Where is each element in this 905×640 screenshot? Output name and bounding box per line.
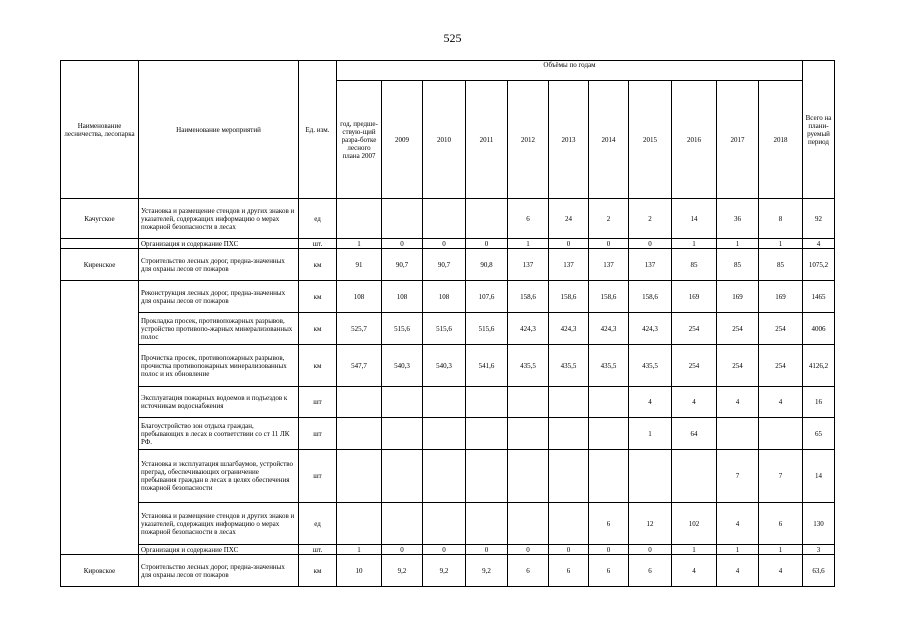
value-cell: 85 (717, 249, 759, 281)
value-cell: 102 (672, 503, 717, 545)
total-cell: 3 (803, 545, 835, 555)
value-cell: 1 (672, 239, 717, 249)
measure-name: Установка и эксплуатация шлагбаумов, устройство преград, обеспечивающих ограничение пребывания граждан в лесах в целях обеспечения пожарной безопасности (139, 450, 299, 503)
value-cell (423, 199, 466, 239)
value-cell: 9,2 (466, 555, 508, 587)
table-row (61, 199, 835, 239)
value-cell: 4 (759, 555, 803, 587)
value-cell: 4 (717, 387, 759, 418)
header-forestry: Наименование лесничества, лесопарка (61, 61, 139, 199)
total-cell: 130 (803, 503, 835, 545)
unit-cell: шт (299, 387, 337, 418)
value-cell (549, 503, 589, 545)
value-cell (508, 503, 549, 545)
value-cell: 1 (759, 239, 803, 249)
value-cell: 158,6 (589, 281, 629, 313)
header-year-2015: 2015 (629, 81, 672, 199)
value-cell: 6 (508, 555, 549, 587)
value-cell: 0 (629, 545, 672, 555)
value-cell: 515,6 (423, 313, 466, 345)
total-cell: 4 (803, 239, 835, 249)
value-cell: 547,7 (337, 345, 382, 387)
value-cell: 1 (337, 545, 382, 555)
unit-cell: шт (299, 450, 337, 503)
table-row (61, 555, 835, 587)
table-row (61, 249, 835, 281)
value-cell (629, 450, 672, 503)
unit-cell: шт. (299, 545, 337, 555)
value-cell: 7 (759, 450, 803, 503)
unit-cell: км (299, 313, 337, 345)
table-row (61, 313, 835, 345)
value-cell: 8 (759, 199, 803, 239)
value-cell: 515,6 (466, 313, 508, 345)
total-cell: 4006 (803, 313, 835, 345)
value-cell: 2 (589, 199, 629, 239)
value-cell: 85 (759, 249, 803, 281)
value-cell: 9,2 (423, 555, 466, 587)
value-cell (423, 418, 466, 450)
value-cell: 0 (629, 239, 672, 249)
unit-cell: км (299, 249, 337, 281)
measure-name: Прокладка просек, противопожарных разрывов, устройство противопо-жарных минерализованных полос (139, 313, 299, 345)
forestry-name (61, 313, 139, 345)
value-cell: 14 (672, 199, 717, 239)
value-cell (466, 450, 508, 503)
value-cell: 0 (423, 545, 466, 555)
table-row (61, 545, 835, 555)
value-cell: 10 (337, 555, 382, 587)
value-cell: 108 (337, 281, 382, 313)
value-cell: 85 (672, 249, 717, 281)
total-cell: 16 (803, 387, 835, 418)
value-cell: 515,6 (382, 313, 423, 345)
value-cell: 254 (672, 345, 717, 387)
unit-cell: км (299, 555, 337, 587)
value-cell: 0 (508, 545, 549, 555)
value-cell: 107,6 (466, 281, 508, 313)
value-cell (466, 418, 508, 450)
unit-cell: шт (299, 418, 337, 450)
value-cell: 90,7 (423, 249, 466, 281)
value-cell: 254 (759, 345, 803, 387)
value-cell: 424,3 (589, 313, 629, 345)
forestry-name (61, 345, 139, 387)
header-total: Всего на плани-руемый период (803, 61, 835, 199)
forestry-name (61, 450, 139, 503)
value-cell: 1 (508, 239, 549, 249)
value-cell (589, 387, 629, 418)
value-cell: 169 (759, 281, 803, 313)
header-year-2017: 2017 (717, 81, 759, 199)
value-cell: 1 (759, 545, 803, 555)
value-cell (337, 503, 382, 545)
value-cell (337, 199, 382, 239)
value-cell: 137 (629, 249, 672, 281)
measure-name: Эксплуатация пожарных водоемов и подъездов к источникам водоснабжения (139, 387, 299, 418)
table-body (61, 199, 835, 587)
value-cell: 0 (466, 545, 508, 555)
forestry-name (61, 239, 139, 249)
header-year-2014: 2014 (589, 81, 629, 199)
value-cell: 254 (717, 313, 759, 345)
value-cell: 435,5 (589, 345, 629, 387)
value-cell: 24 (549, 199, 589, 239)
forestry-name: Киренское (61, 249, 139, 281)
page-number: 525 (443, 31, 462, 45)
value-cell: 108 (423, 281, 466, 313)
header-year-2010: 2010 (423, 81, 466, 199)
value-cell: 137 (589, 249, 629, 281)
value-cell (423, 387, 466, 418)
value-cell: 169 (717, 281, 759, 313)
table-row (61, 345, 835, 387)
value-cell (508, 450, 549, 503)
value-cell: 540,3 (423, 345, 466, 387)
value-cell: 525,7 (337, 313, 382, 345)
value-cell (549, 450, 589, 503)
measure-name: Прочистка просек, противопожарных разрывов, прочистка противопожарных минерализованных полос и их обновление (139, 345, 299, 387)
value-cell: 6 (759, 503, 803, 545)
value-cell (717, 418, 759, 450)
unit-cell: км (299, 281, 337, 313)
header-year-2018: 2018 (759, 81, 803, 199)
value-cell: 4 (717, 503, 759, 545)
header-year-2011: 2011 (466, 81, 508, 199)
measure-name: Организация и содержание ПХС (139, 239, 299, 249)
value-cell: 0 (549, 239, 589, 249)
value-cell: 1 (717, 545, 759, 555)
table-header (61, 61, 835, 199)
fire-measures-table (60, 60, 835, 587)
measure-name: Установка и размещение стендов и других знаков и указателей, содержащих информацию о мерах пожарной безопасности в лесах (139, 503, 299, 545)
header-measure: Наименование мероприятий (139, 61, 299, 199)
value-cell (382, 503, 423, 545)
value-cell: 9,2 (382, 555, 423, 587)
value-cell: 435,5 (629, 345, 672, 387)
value-cell (466, 387, 508, 418)
measure-name: Благоустройство зон отдыха граждан, пребывающих в лесах в соответствии со ст 11 ЛК РФ. (139, 418, 299, 450)
value-cell: 7 (717, 450, 759, 503)
value-cell: 91 (337, 249, 382, 281)
table-row (61, 450, 835, 503)
value-cell (759, 418, 803, 450)
value-cell: 158,6 (629, 281, 672, 313)
value-cell (508, 387, 549, 418)
value-cell: 169 (672, 281, 717, 313)
total-cell: 1465 (803, 281, 835, 313)
total-cell: 65 (803, 418, 835, 450)
value-cell (337, 387, 382, 418)
value-cell: 12 (629, 503, 672, 545)
value-cell: 158,6 (549, 281, 589, 313)
value-cell: 6 (589, 555, 629, 587)
value-cell (508, 418, 549, 450)
header-year-2016: 2016 (672, 81, 717, 199)
header-year-2012: 2012 (508, 81, 549, 199)
table-row (61, 281, 835, 313)
total-cell: 92 (803, 199, 835, 239)
measure-name: Строительство лесных дорог, предна-значенных для охраны лесов от пожаров (139, 249, 299, 281)
value-cell: 424,3 (508, 313, 549, 345)
value-cell: 6 (589, 503, 629, 545)
value-cell (589, 418, 629, 450)
value-cell: 254 (672, 313, 717, 345)
value-cell: 435,5 (549, 345, 589, 387)
value-cell: 540,3 (382, 345, 423, 387)
header-unit: Ед. изм. (299, 61, 337, 199)
value-cell: 90,7 (382, 249, 423, 281)
value-cell: 0 (549, 545, 589, 555)
value-cell: 6 (629, 555, 672, 587)
value-cell: 6 (508, 199, 549, 239)
forestry-name (61, 545, 139, 555)
value-cell: 0 (423, 239, 466, 249)
value-cell: 424,3 (629, 313, 672, 345)
forestry-name (61, 281, 139, 313)
value-cell: 254 (759, 313, 803, 345)
value-cell: 254 (717, 345, 759, 387)
value-cell: 90,8 (466, 249, 508, 281)
value-cell: 0 (589, 239, 629, 249)
unit-cell: ед (299, 199, 337, 239)
value-cell (337, 418, 382, 450)
value-cell: 6 (549, 555, 589, 587)
table-row (61, 418, 835, 450)
value-cell: 36 (717, 199, 759, 239)
value-cell (423, 503, 466, 545)
value-cell: 4 (717, 555, 759, 587)
header-year-2013: 2013 (549, 81, 589, 199)
table-row (61, 503, 835, 545)
total-cell: 4126,2 (803, 345, 835, 387)
value-cell: 1 (629, 418, 672, 450)
forestry-name (61, 503, 139, 545)
value-cell: 2 (629, 199, 672, 239)
value-cell: 137 (549, 249, 589, 281)
table-row (61, 387, 835, 418)
value-cell (672, 450, 717, 503)
value-cell (382, 450, 423, 503)
value-cell: 4 (629, 387, 672, 418)
value-cell: 1 (717, 239, 759, 249)
value-cell (337, 450, 382, 503)
value-cell (589, 450, 629, 503)
value-cell: 541,6 (466, 345, 508, 387)
value-cell: 424,3 (549, 313, 589, 345)
value-cell (549, 418, 589, 450)
header-year-2009: 2009 (382, 81, 423, 199)
forestry-name (61, 387, 139, 418)
value-cell: 0 (466, 239, 508, 249)
value-cell (382, 199, 423, 239)
value-cell: 108 (382, 281, 423, 313)
measure-name: Строительство лесных дорог, предна-значенных для охраны лесов от пожаров (139, 555, 299, 587)
value-cell: 158,6 (508, 281, 549, 313)
total-cell: 63,6 (803, 555, 835, 587)
table-row (61, 239, 835, 249)
value-cell (382, 418, 423, 450)
forestry-name: Качугское (61, 199, 139, 239)
value-cell: 1 (672, 545, 717, 555)
value-cell: 4 (672, 387, 717, 418)
value-cell: 4 (672, 555, 717, 587)
value-cell: 137 (508, 249, 549, 281)
value-cell: 64 (672, 418, 717, 450)
value-cell (549, 387, 589, 418)
measure-name: Реконструкция лесных дорог, предна-значенных для охраны лесов от пожаров (139, 281, 299, 313)
value-cell: 435,5 (508, 345, 549, 387)
value-cell: 0 (382, 545, 423, 555)
measure-name: Организация и содержание ПХС (139, 545, 299, 555)
value-cell (423, 450, 466, 503)
value-cell: 4 (759, 387, 803, 418)
header-prev-period: год, предше-ствую-щий разра-ботке лесного плана 2007 (337, 81, 382, 199)
unit-cell: ед (299, 503, 337, 545)
measure-name: Установка и размещение стендов и других знаков и указателей, содержащих информацию о мерах пожарной безопасности в лесах (139, 199, 299, 239)
total-cell: 14 (803, 450, 835, 503)
value-cell (466, 199, 508, 239)
value-cell (382, 387, 423, 418)
unit-cell: км (299, 345, 337, 387)
unit-cell: шт. (299, 239, 337, 249)
value-cell: 0 (589, 545, 629, 555)
header-years-group: Объёмы по годам (337, 61, 803, 81)
value-cell: 1 (337, 239, 382, 249)
forestry-name (61, 418, 139, 450)
value-cell: 0 (382, 239, 423, 249)
value-cell (466, 503, 508, 545)
forestry-name: Кировское (61, 555, 139, 587)
total-cell: 1075,2 (803, 249, 835, 281)
